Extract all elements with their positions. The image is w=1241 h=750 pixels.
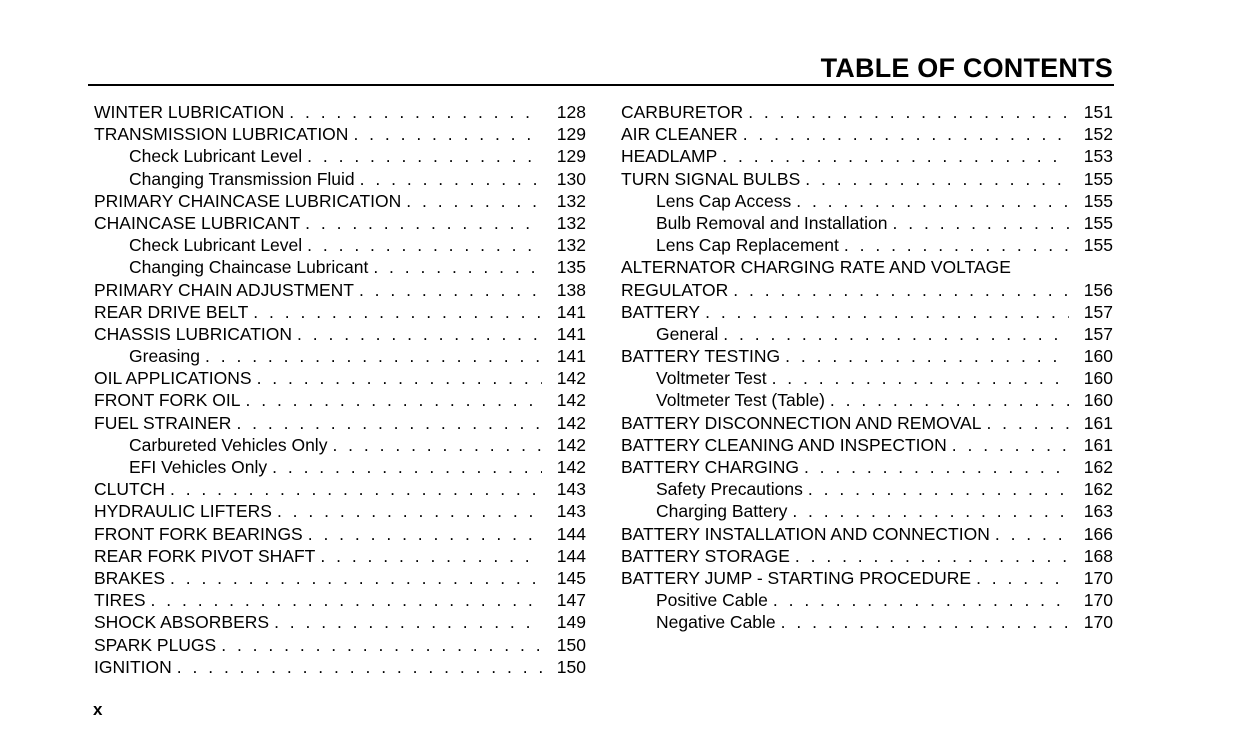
- toc-entry-page: 160: [1083, 368, 1113, 389]
- dot-leader: [272, 456, 542, 478]
- toc-entry-page: 129: [556, 124, 586, 145]
- toc-entry-title: Positive Cable: [656, 590, 768, 611]
- dot-leader: [360, 168, 542, 190]
- dot-leader: [307, 234, 542, 256]
- dot-leader: [772, 367, 1069, 389]
- toc-entry[interactable]: [94, 323, 586, 345]
- dot-leader: [289, 101, 542, 123]
- toc-entry-title: Bulb Removal and Installation: [656, 212, 888, 233]
- toc-entry-page: 160: [1083, 346, 1113, 367]
- toc-entry-page: 142: [556, 434, 586, 455]
- toc-entry-page: 143: [556, 501, 586, 522]
- toc-entry-title: SHOCK ABSORBERS: [94, 612, 270, 633]
- dot-leader: [995, 523, 1069, 545]
- toc-entry-title: FRONT FORK BEARINGS: [94, 523, 303, 544]
- toc-entry[interactable]: [94, 389, 586, 411]
- toc-entry-page: 142: [556, 368, 586, 389]
- toc-entry-title: CHASSIS LUBRICATION: [94, 323, 293, 344]
- dot-leader: [170, 567, 542, 589]
- toc-entry[interactable]: [621, 168, 1113, 190]
- toc-entry[interactable]: [94, 101, 586, 123]
- toc-entry-title: CLUTCH: [94, 479, 165, 500]
- toc-entry-title: IGNITION: [94, 656, 172, 677]
- toc-entry-page: 162: [1083, 457, 1113, 477]
- dot-leader: [308, 523, 542, 545]
- toc-entry-title: REGULATOR: [621, 279, 729, 300]
- dot-leader: [785, 345, 1069, 367]
- dot-leader: [723, 323, 1069, 345]
- dot-leader: [221, 634, 542, 656]
- toc-entry[interactable]: [621, 434, 1113, 456]
- toc-entry-title: CHAINCASE LUBRICANT: [94, 212, 301, 233]
- toc-entry-page: 155: [1083, 212, 1113, 233]
- toc-entry[interactable]: [94, 611, 586, 633]
- toc-entry-title: PRIMARY CHAINCASE LUBRICATION: [94, 190, 402, 211]
- dot-leader: [976, 567, 1069, 589]
- toc-entry-page: 150: [556, 634, 586, 655]
- toc-entry-page: 141: [556, 301, 586, 322]
- toc-entry-page: 168: [1083, 545, 1113, 566]
- dot-leader: [151, 589, 542, 611]
- dot-leader: [748, 101, 1069, 123]
- dot-leader: [177, 656, 542, 678]
- toc-entry[interactable]: [94, 478, 586, 500]
- toc-entry-title: ALTERNATOR CHARGING RATE AND VOLTAGE: [621, 257, 1011, 278]
- dot-leader: [705, 301, 1069, 323]
- toc-entry-title: CARBURETOR: [621, 102, 744, 122]
- toc-entry-page: 170: [1083, 590, 1113, 611]
- dot-leader: [297, 323, 542, 345]
- dot-leader: [722, 145, 1069, 167]
- dot-leader: [274, 611, 542, 633]
- toc-entry-title: REAR DRIVE BELT: [94, 301, 249, 322]
- toc-entry[interactable]: [621, 301, 1113, 323]
- toc-entry-page: 132: [556, 190, 586, 211]
- dot-leader: [205, 345, 542, 367]
- toc-entry[interactable]: [94, 345, 586, 367]
- title-divider: [88, 84, 1114, 86]
- toc-entry[interactable]: [94, 145, 586, 167]
- toc-entry-page: 161: [1083, 434, 1113, 455]
- dot-leader: [257, 367, 542, 389]
- toc-entry-title: TIRES: [94, 590, 146, 611]
- dot-leader: [743, 123, 1069, 145]
- toc-entry[interactable]: [94, 500, 586, 522]
- toc-entry-page: 149: [556, 612, 586, 633]
- toc-entry[interactable]: [621, 345, 1113, 367]
- toc-entry-page: 163: [1083, 501, 1113, 522]
- dot-leader: [305, 212, 542, 234]
- toc-entry-title: Voltmeter Test (Table): [656, 390, 825, 411]
- toc-entry-page: 128: [556, 102, 586, 122]
- dot-leader: [986, 412, 1069, 434]
- toc-entry[interactable]: [621, 567, 1113, 589]
- page-number: x: [93, 700, 103, 719]
- dot-leader: [893, 212, 1069, 234]
- toc-entry-title: BATTERY JUMP - STARTING PROCEDURE: [621, 567, 972, 588]
- toc-entry[interactable]: [94, 523, 586, 545]
- toc-entry[interactable]: [621, 389, 1113, 411]
- toc-left-column: [94, 101, 586, 678]
- toc-entry-page: 160: [1083, 390, 1113, 411]
- toc-entry-page: 142: [556, 390, 586, 411]
- toc-entry[interactable]: [94, 256, 586, 278]
- toc-entry-page: 157: [1083, 323, 1113, 344]
- toc-entry-title: Carbureted Vehicles Only: [129, 434, 328, 455]
- toc-entry[interactable]: [94, 123, 586, 145]
- toc-entry-title: Lens Cap Access: [656, 190, 792, 211]
- toc-entry-page: 135: [556, 257, 586, 278]
- toc-entry-title: BATTERY CHARGING: [621, 457, 799, 477]
- dot-leader: [773, 589, 1069, 611]
- toc-entry-title: AIR CLEANER: [621, 124, 738, 145]
- toc-entry-page: 152: [1083, 124, 1113, 145]
- dot-leader: [406, 190, 542, 212]
- dot-leader: [795, 545, 1069, 567]
- dot-leader: [792, 500, 1069, 522]
- toc-entry[interactable]: [94, 434, 586, 456]
- toc-entry-title: Changing Transmission Fluid: [129, 168, 355, 189]
- toc-entry-page: 138: [556, 279, 586, 300]
- dot-leader: [253, 301, 542, 323]
- toc-entry[interactable]: [621, 523, 1113, 545]
- toc-entry-page: 162: [1083, 479, 1113, 500]
- toc-entry[interactable]: [621, 234, 1113, 256]
- dot-leader: [236, 412, 542, 434]
- toc-entry-title: SPARK PLUGS: [94, 634, 217, 655]
- dot-leader: [952, 434, 1069, 456]
- toc-entry-page: 170: [1083, 612, 1113, 633]
- toc-entry-page: 157: [1083, 301, 1113, 322]
- toc-entry-page: 141: [556, 323, 586, 344]
- toc-entry[interactable]: [621, 279, 1113, 301]
- dot-leader: [796, 190, 1069, 212]
- toc-entry[interactable]: [94, 367, 586, 389]
- toc-entry-page: 150: [556, 656, 586, 677]
- toc-entry-title: FRONT FORK OIL: [94, 390, 241, 411]
- toc-entry-page: 153: [1083, 146, 1113, 167]
- toc-entry[interactable]: [621, 412, 1113, 434]
- toc-entry-page: 142: [556, 412, 586, 433]
- dot-leader: [844, 234, 1069, 256]
- toc-entry[interactable]: [94, 301, 586, 323]
- toc-entry-page: 151: [1083, 102, 1113, 122]
- toc-entry[interactable]: [621, 545, 1113, 567]
- toc-entry-title: Check Lubricant Level: [129, 146, 303, 167]
- toc-entry[interactable]: [94, 190, 586, 212]
- toc-entry-title: Check Lubricant Level: [129, 235, 303, 256]
- toc-entry[interactable]: [621, 212, 1113, 234]
- toc-entry-page: 147: [556, 590, 586, 611]
- toc-entry-title: HYDRAULIC LIFTERS: [94, 501, 272, 522]
- toc-entry[interactable]: [94, 234, 586, 256]
- toc-entry-title: EFI Vehicles Only: [129, 457, 268, 477]
- toc-entry-title: TURN SIGNAL BULBS: [621, 168, 801, 189]
- toc-entry[interactable]: [94, 656, 586, 678]
- toc-entry-title: REAR FORK PIVOT SHAFT: [94, 545, 316, 566]
- toc-entry-title: Safety Precautions: [656, 479, 803, 500]
- toc-entry[interactable]: [621, 367, 1113, 389]
- toc-entry-title: Changing Chaincase Lubricant: [129, 257, 369, 278]
- toc-entry-page: 155: [1083, 168, 1113, 189]
- toc-entry-title: BATTERY INSTALLATION AND CONNECTION: [621, 523, 990, 544]
- toc-entry-title: FUEL STRAINER: [94, 412, 232, 433]
- dot-leader: [805, 168, 1069, 190]
- toc-entry-title: WINTER LUBRICATION: [94, 102, 285, 122]
- dot-leader: [170, 478, 542, 500]
- toc-entry[interactable]: [94, 212, 586, 234]
- toc-entry-page: 145: [556, 567, 586, 588]
- toc-entry[interactable]: [621, 500, 1113, 522]
- dot-leader: [373, 256, 542, 278]
- toc-entry[interactable]: [94, 567, 586, 589]
- toc-entry-page: 132: [556, 235, 586, 256]
- toc-entry-page: 141: [556, 346, 586, 367]
- toc-entry-title: BATTERY: [621, 301, 701, 322]
- toc-entry[interactable]: [94, 279, 586, 301]
- dot-leader: [332, 434, 542, 456]
- toc-entry[interactable]: [621, 456, 1113, 478]
- toc-entry-title: HEADLAMP: [621, 146, 718, 167]
- toc-entry[interactable]: [621, 145, 1113, 167]
- toc-entry[interactable]: [621, 611, 1113, 633]
- toc-entry-title: BRAKES: [94, 567, 165, 588]
- toc-entry-title: Charging Battery: [656, 501, 788, 522]
- toc-entry[interactable]: [621, 123, 1113, 145]
- toc-entry-title: Voltmeter Test: [656, 368, 767, 389]
- toc-entry-page: 129: [556, 146, 586, 167]
- page-title: TABLE OF CONTENTS: [820, 53, 1113, 83]
- toc-entry-page: 161: [1083, 412, 1113, 433]
- toc-entry-page: 132: [556, 212, 586, 233]
- toc-entry[interactable]: [621, 190, 1113, 212]
- toc-entry-title: General: [656, 323, 719, 344]
- toc-entry-title: BATTERY TESTING: [621, 346, 781, 367]
- toc-entry[interactable]: [621, 323, 1113, 345]
- toc-entry-page: 155: [1083, 190, 1113, 211]
- dot-leader: [277, 500, 542, 522]
- toc-entry-page: 144: [556, 523, 586, 544]
- toc-entry[interactable]: [94, 589, 586, 611]
- dot-leader: [830, 389, 1069, 411]
- dot-leader: [359, 279, 542, 301]
- toc-entry-page: 130: [556, 168, 586, 189]
- toc-entry-page: 144: [556, 545, 586, 566]
- toc-entry-page: 156: [1083, 279, 1113, 300]
- toc-right-column: [621, 101, 1113, 634]
- toc-entry-title: TRANSMISSION LUBRICATION: [94, 124, 349, 145]
- toc-entry-title: Negative Cable: [656, 612, 776, 633]
- toc-entry-page: 166: [1083, 523, 1113, 544]
- toc-entry-page: 155: [1083, 235, 1113, 256]
- toc-entry[interactable]: [94, 168, 586, 190]
- toc-entry-title: PRIMARY CHAIN ADJUSTMENT: [94, 279, 354, 300]
- toc-entry-page: 142: [556, 457, 586, 477]
- toc-entry-title: Lens Cap Replacement: [656, 235, 839, 256]
- toc-entry[interactable]: [621, 589, 1113, 611]
- toc-entry[interactable]: [94, 456, 586, 478]
- toc-entry[interactable]: [621, 101, 1113, 123]
- toc-entry-title: BATTERY DISCONNECTION AND REMOVAL: [621, 412, 982, 433]
- toc-entry[interactable]: [621, 256, 1113, 278]
- toc-entry[interactable]: [94, 412, 586, 434]
- toc-entry[interactable]: [94, 634, 586, 656]
- dot-leader: [320, 545, 542, 567]
- toc-entry-title: Greasing: [129, 346, 201, 367]
- dot-leader: [353, 123, 542, 145]
- toc-entry-page: 170: [1083, 567, 1113, 588]
- toc-entry-title: OIL APPLICATIONS: [94, 368, 252, 389]
- toc-entry-title: BATTERY CLEANING AND INSPECTION: [621, 434, 947, 455]
- dot-leader: [733, 279, 1069, 301]
- dot-leader: [781, 611, 1069, 633]
- toc-entry[interactable]: [94, 545, 586, 567]
- dot-leader: [808, 478, 1069, 500]
- toc-entry-title: BATTERY STORAGE: [621, 545, 790, 566]
- toc-entry[interactable]: [621, 478, 1113, 500]
- dot-leader: [804, 456, 1069, 478]
- dot-leader: [246, 389, 543, 411]
- dot-leader: [307, 145, 542, 167]
- toc-entry-page: 143: [556, 479, 586, 500]
